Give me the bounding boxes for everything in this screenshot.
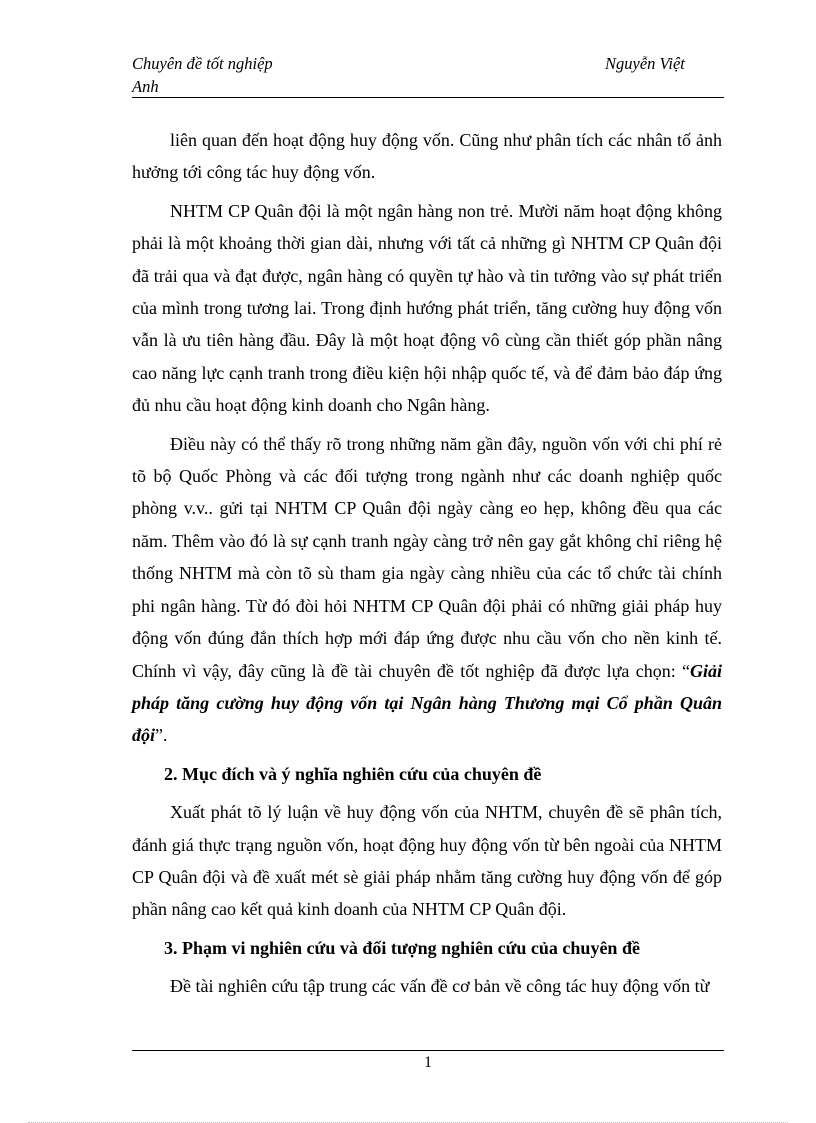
paragraph-5: Đề tài nghiên cứu tập trung các vấn đề cơ bản về công tác huy động vốn từ: [170, 976, 710, 997]
header-author: Nguyễn Việt: [605, 54, 685, 73]
header-author-continuation: Anh: [132, 77, 159, 96]
thesis-title: Giải pháp tăng cường huy động vốn tại Ngân hàng Thương mại Cổ phần Quân đội: [132, 660, 722, 746]
header-document-type: Chuyên đề tốt nghiệp: [132, 54, 273, 73]
section-heading-2: 2. Mục đích và ý nghĩa nghiên cứu của chuyên đề: [164, 763, 542, 784]
paragraph-2: NHTM CP Quân đội là một ngân hàng non trẻ. Mười năm hoạt động không phải là một khoảng thời gian dài, nhưng với tất cả những gì NHTM CP Quân đội đã trải qua và đạt được, ngân hàng có quyền tự hào và tin tưởng vào sự phát triển của mình trong tương lai. Trong định hướng phát triển, tăng cường huy động vốn vẫn là ưu tiên hàng đầu. Đây là một hoạt động vô cùng cần thiết góp phần nâng cao năng lực cạnh tranh trong điều kiện hội nhập quốc tế, và để đảm bảo đáp ứng đủ nhu cầu hoạt động kinh doanh cho Ngân hàng.: [132, 200, 722, 416]
page-header: [132, 52, 724, 98]
paragraph-3-text: Điều này có thể thấy rõ trong những năm gần đây, nguồn vốn với chi phí rẻ tõ bộ Quốc Phòng và các đối tượng trong ngành như các doanh nghiệp quốc phòng v.v.. gửi tại NHTM CP Quân đội ngày càng eo hẹp, không đều qua các năm. Thêm vào đó là sự cạnh tranh ngày càng trở nên gay gắt không chỉ riêng hệ thống NHTM mà còn tõ sù tham gia ngày càng nhiều của các tổ chức tài chính phi ngân hàng. Từ đó đòi hỏi NHTM CP Quân đội phải có những giải pháp huy động vốn đúng đắn thích hợp mới đáp ứng được nhu cầu vốn cho nền kinh tế. Chính vì vậy, đây cũng là đề tài chuyên đề tốt nghiệp đã được lựa chọn: “: [132, 433, 722, 681]
paragraph-3-end: ”.: [155, 725, 168, 746]
page-number: 1: [424, 1054, 432, 1071]
header-divider: [132, 97, 724, 98]
paragraph-3: [132, 428, 722, 752]
section-heading-3: 3. Phạm vi nghiên cứu và đối tượng nghiên cứu của chuyên đề: [164, 937, 640, 958]
footer-divider: [132, 1050, 724, 1051]
paragraph-4: Xuất phát tõ lý luận về huy động vốn của NHTM, chuyên đề sẽ phân tích, đánh giá thực trạng nguồn vốn, hoạt động huy động vốn từ bên ngoài của NHTM CP Quân đội và đề xuất mét sè giải pháp nhằm tăng cường huy động vốn để góp phần nâng cao kết quả kinh doanh của NHTM CP Quân đội.: [132, 802, 722, 920]
paragraph-1: liên quan đến hoạt động huy động vốn. Cũng như phân tích các nhân tố ảnh hưởng tới công tác huy động vốn.: [132, 130, 722, 183]
document-body: [132, 124, 722, 1009]
